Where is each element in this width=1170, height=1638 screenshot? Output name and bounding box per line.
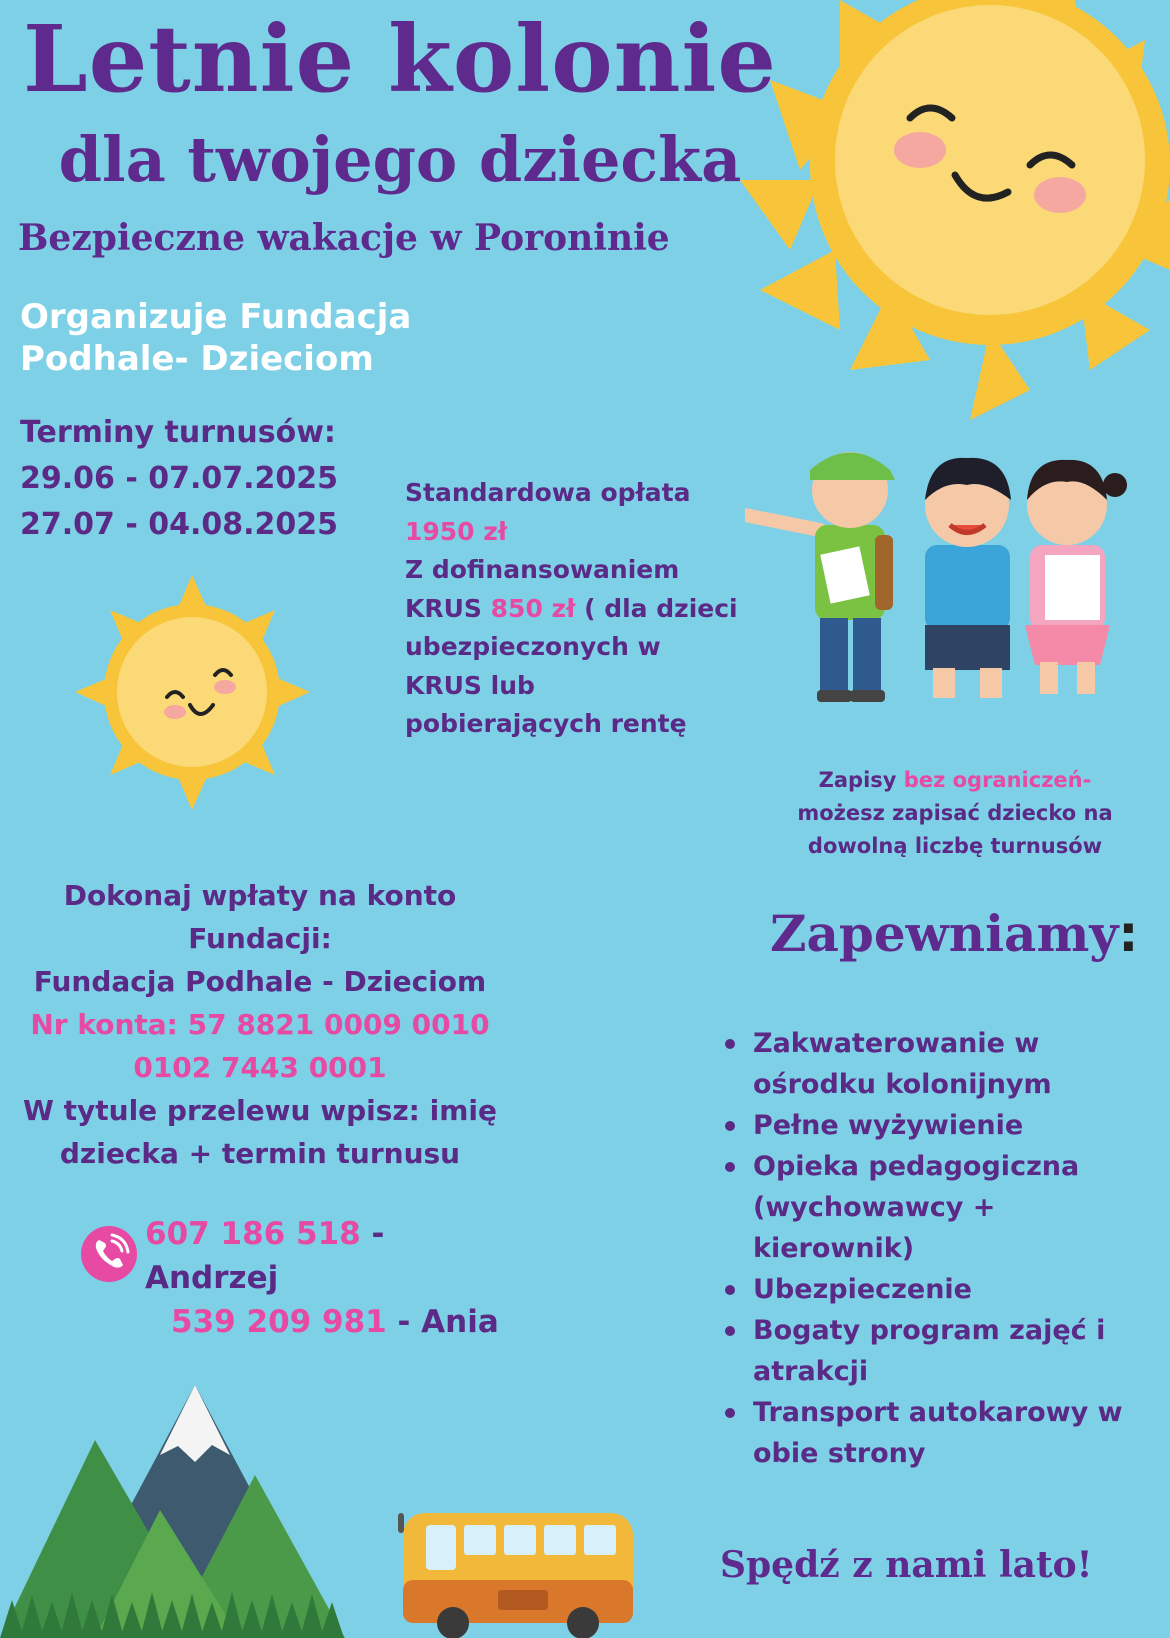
organizer-line: Organizuje Fundacja <box>20 297 412 337</box>
account-number: Nr konta: 57 8821 0009 0010 <box>30 1008 490 1041</box>
organizer <box>20 296 480 380</box>
list-item: Zakwaterowanie w ośrodku kolonijnym <box>725 1023 1165 1105</box>
subsidy-note: pobierających rentę <box>405 709 687 738</box>
page-subtitle: dla twojego dziecka <box>58 123 742 196</box>
list-item: Opieka pedagogiczna (wychowawcy + kierownik) <box>725 1146 1165 1269</box>
subsidy-note: KRUS lub <box>405 670 535 700</box>
phone-number[interactable]: 539 209 981 <box>171 1304 387 1340</box>
contact-name: - Ania <box>386 1304 499 1340</box>
payment-line: dziecka + termin turnusu <box>59 1137 461 1170</box>
fee-block <box>405 474 745 744</box>
list-item: Transport autokarowy w obie strony <box>725 1392 1165 1474</box>
subsidy-note: ( dla dzieci <box>575 593 738 623</box>
provide-heading-colon: : <box>1118 905 1139 963</box>
contact-line <box>145 1212 525 1300</box>
phone-icon <box>80 1225 138 1283</box>
provide-heading <box>770 902 1150 966</box>
phone-number[interactable]: 607 186 518 <box>145 1216 361 1252</box>
term-date: 27.07 - 04.08.2025 <box>20 507 339 542</box>
provide-heading-text: Zapewniamy <box>770 904 1119 963</box>
list-item: Ubezpieczenie <box>725 1269 1165 1310</box>
signup-prefix: Zapisy <box>818 768 904 792</box>
subsidy-price: 850 zł <box>490 593 576 623</box>
terms-block <box>20 410 400 548</box>
signup-line: dowolną liczbę turnusów <box>807 834 1103 858</box>
mountains-icon <box>0 1380 345 1638</box>
bus-icon <box>398 1505 648 1638</box>
signup-line: możesz zapisać dziecko na <box>797 801 1113 825</box>
signup-highlight: bez ograniczeń- <box>903 768 1092 792</box>
slogan: Spędź z nami lato! <box>720 1544 1093 1586</box>
small-sun-icon <box>75 575 310 810</box>
term-date: 29.06 - 07.07.2025 <box>20 461 339 496</box>
payment-line: W tytule przelewu wpisz: imię <box>23 1094 497 1127</box>
contact-line <box>145 1300 525 1344</box>
signup-note <box>780 764 1130 863</box>
provide-list <box>725 1023 1165 1474</box>
krus-text: KRUS <box>405 593 482 623</box>
signup-line <box>780 764 1130 797</box>
standard-fee-label: Standardowa opłata <box>405 478 691 507</box>
list-item: Bogaty program zajęć i atrakcji <box>725 1310 1165 1392</box>
contacts <box>145 1212 525 1344</box>
big-sun-icon <box>740 0 1170 440</box>
list-item: Pełne wyżywienie <box>725 1105 1165 1146</box>
subsidy-line <box>405 590 745 629</box>
payment-line: Fundacja Podhale - Dzieciom <box>33 965 487 998</box>
standard-fee-price: 1950 zł <box>405 516 508 546</box>
subsidy-label: Z dofinansowaniem <box>405 555 680 584</box>
payment-line: Dokonaj wpłaty na konto <box>63 879 457 912</box>
organizer-line: Podhale- Dzieciom <box>20 339 374 379</box>
terms-label: Terminy turnusów: <box>20 415 336 450</box>
contact-name: - Andrzej <box>145 1216 385 1296</box>
children-icon <box>745 440 1145 710</box>
subsidy-note: ubezpieczonych w <box>405 632 661 661</box>
payment-line: Fundacji: <box>188 922 332 955</box>
tagline: Bezpieczne wakacje w Poroninie <box>18 217 670 259</box>
page-title: Letnie kolonie <box>23 5 777 113</box>
payment-block <box>20 874 500 1175</box>
account-number: 0102 7443 0001 <box>133 1051 387 1084</box>
